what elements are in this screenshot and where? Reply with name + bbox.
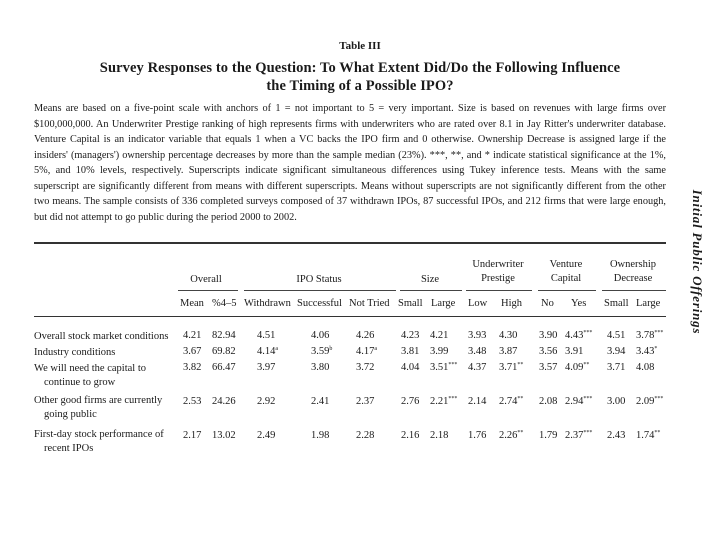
subheader-successful: Successful [297, 298, 342, 309]
cell-value: 3.90 [539, 330, 558, 341]
group-ipo-status: IPO Status [296, 274, 342, 285]
table-cell [430, 430, 448, 441]
table-cell [183, 396, 201, 407]
table-cell [499, 362, 523, 373]
table-cell [539, 330, 557, 341]
group-line-venture [538, 290, 596, 291]
table-cell [539, 430, 557, 441]
cell-value: 3.51 [430, 362, 449, 373]
table-cell [499, 430, 523, 441]
cell-value: 2.92 [257, 396, 276, 407]
row-label [34, 346, 115, 360]
cell-value: 82.94 [212, 330, 236, 341]
cell-value: 2.37 [565, 430, 584, 441]
cell-value: 4.17 [356, 346, 375, 357]
table-title-line-1: Survey Responses to the Question: To What Extent Did/Do the Following Influence [99, 60, 621, 76]
table-cell [636, 396, 663, 407]
table-cell [356, 396, 374, 407]
group-underwriter-line-1: Underwriter [472, 259, 524, 270]
cell-value: 3.82 [183, 362, 202, 373]
cell-value: 2.17 [183, 430, 202, 441]
table-cell [401, 346, 419, 357]
row-label-line-2: going public [44, 409, 97, 420]
cell-superscript: *** [583, 330, 593, 336]
table-cell [607, 362, 625, 373]
row-label [34, 428, 164, 456]
table-cell [212, 362, 236, 373]
table-cell [430, 330, 448, 341]
group-underwriter-line-2: Prestige [481, 273, 515, 284]
table-cell [356, 346, 377, 357]
table-cell [636, 346, 657, 357]
cell-value: 2.49 [257, 430, 276, 441]
cell-superscript: a [275, 346, 279, 352]
cell-superscript: ** [517, 430, 524, 436]
table-cell [430, 396, 457, 407]
cell-value: 2.16 [401, 430, 420, 441]
table-cell [499, 396, 523, 407]
table-title-line-2: the Timing of a Possible IPO? [266, 78, 454, 94]
cell-value: 4.51 [607, 330, 626, 341]
subheader-no: No [541, 298, 554, 309]
subheader-high: High [501, 298, 522, 309]
cell-superscript: *** [654, 396, 664, 402]
group-venture-capital [536, 258, 596, 286]
cell-superscript: *** [448, 362, 458, 368]
cell-value: 4.14 [257, 346, 276, 357]
cell-superscript: * [654, 346, 658, 352]
table-cell [401, 362, 419, 373]
cell-superscript: *** [448, 396, 458, 402]
cell-value: 2.76 [401, 396, 420, 407]
table-cell [257, 346, 278, 357]
cell-superscript: ** [654, 430, 661, 436]
cell-value: 2.08 [539, 396, 558, 407]
table-notes: Means are based on a five-point scale with anchors of 1 = not important to 5 = very important. Size is based on revenues with large firms over $100,000,000. An Underwriter Prestige ranking of high represents firms with underwriters who are rated over 8.1 in Jay Ritter's underwriter database. Venture Capital is an indicator variable that equals 1 when a VC backs the IPO firm and 0 otherwise. Ownership Decrease is assigned large if the insiders' (managers') ownership percentage decreases by more than the sample median (23%). ***, **, and * indicate statistical significance at the 1%, 5%, and 10% levels, respectively. Superscripts indicate significant simultaneous differences using Tukey inference tests. Means with the same superscript are significantly different from means with different superscripts. Means without superscripts are not significantly different from the other two means. The sample consists of 336 completed surveys composed of 37 withdrawn IPOs, 87 successful IPOs, and 212 firms that were large enough, but did not attempt to go public during the period 2000 to 2002. [34, 103, 666, 223]
table-cell [183, 362, 201, 373]
row-label-line-1: Other good firms are currently [34, 395, 163, 406]
cell-superscript: a [374, 346, 378, 352]
table-cell [311, 396, 329, 407]
cell-value: 3.81 [401, 346, 420, 357]
table-cell [212, 396, 236, 407]
table-cell [356, 330, 374, 341]
cell-value: 2.74 [499, 396, 518, 407]
group-underwriter-prestige [464, 258, 532, 286]
subheader-mean: Mean [180, 298, 204, 309]
table-cell [499, 346, 517, 357]
table-cell [257, 430, 275, 441]
cell-value: 4.21 [430, 330, 449, 341]
cell-value: 3.93 [468, 330, 487, 341]
cell-value: 2.14 [468, 396, 487, 407]
table-cell [565, 330, 592, 341]
running-head-side: Initial Public Offerings [690, 189, 705, 335]
table-cell [401, 430, 419, 441]
cell-value: 1.76 [468, 430, 487, 441]
table-cell [565, 362, 589, 373]
cell-value: 2.21 [430, 396, 449, 407]
cell-value: 2.18 [430, 430, 449, 441]
cell-value: 3.78 [636, 330, 655, 341]
cell-value: 2.43 [607, 430, 626, 441]
table-cell [401, 396, 419, 407]
table-cell [401, 330, 419, 341]
cell-value: 3.94 [607, 346, 626, 357]
cell-superscript: ** [517, 396, 524, 402]
table-cell [183, 330, 201, 341]
cell-value: 3.87 [499, 346, 518, 357]
group-venture-line-1: Venture [549, 259, 583, 270]
table-cell [212, 330, 236, 341]
group-line-underwriter [466, 290, 532, 291]
subheader-pct-4-5: %4–5 [212, 298, 237, 309]
cell-value: 69.82 [212, 346, 236, 357]
row-label [34, 330, 168, 344]
cell-value: 66.47 [212, 362, 236, 373]
row-label-line-2: recent IPOs [44, 443, 94, 454]
cell-value: 4.43 [565, 330, 584, 341]
cell-value: 3.67 [183, 346, 202, 357]
subheader-size-large: Large [431, 298, 456, 309]
cell-value: 3.97 [257, 362, 276, 373]
group-line-size [400, 290, 462, 291]
subheader-own-small: Small [604, 298, 629, 309]
cell-value: 3.71 [607, 362, 626, 373]
table-cell [539, 362, 557, 373]
cell-value: 4.23 [401, 330, 420, 341]
table-cell [311, 346, 332, 357]
cell-value: 1.79 [539, 430, 558, 441]
group-ownership-decrease [600, 258, 666, 286]
cell-value: 3.71 [499, 362, 518, 373]
cell-superscript: b [329, 346, 333, 352]
table-cell [257, 330, 275, 341]
cell-value: 2.41 [311, 396, 330, 407]
cell-superscript: ** [583, 362, 590, 368]
table-cell [356, 430, 374, 441]
cell-value: 3.48 [468, 346, 487, 357]
cell-value: 3.72 [356, 362, 375, 373]
table-cell [468, 396, 486, 407]
cell-value: 3.99 [430, 346, 449, 357]
table-cell [539, 396, 557, 407]
table-cell [499, 330, 517, 341]
cell-value: 3.43 [636, 346, 655, 357]
table-cell [539, 346, 557, 357]
group-venture-line-2: Capital [550, 273, 582, 284]
cell-value: 4.26 [356, 330, 375, 341]
cell-value: 4.09 [565, 362, 584, 373]
cell-value: 4.37 [468, 362, 487, 373]
cell-value: 2.26 [499, 430, 518, 441]
table-cell [257, 362, 275, 373]
row-label [34, 394, 162, 422]
cell-value: 3.80 [311, 362, 330, 373]
group-size: Size [420, 274, 440, 285]
table-cell [311, 330, 329, 341]
cell-value: 1.74 [636, 430, 655, 441]
row-label [34, 362, 146, 390]
cell-value: 2.28 [356, 430, 375, 441]
subheader-low: Low [468, 298, 488, 309]
subheader-own-large: Large [636, 298, 661, 309]
table-cell [468, 346, 486, 357]
group-line-ownership [602, 290, 666, 291]
table-cell [468, 362, 486, 373]
table-cell [636, 362, 654, 373]
cell-value: 3.59 [311, 346, 330, 357]
row-label-line-2: continue to grow [44, 377, 116, 388]
cell-superscript: *** [583, 430, 593, 436]
table-cell [311, 362, 329, 373]
cell-value: 13.02 [212, 430, 236, 441]
cell-value: 2.37 [356, 396, 375, 407]
subheader-withdrawn: Withdrawn [244, 298, 291, 309]
cell-value: 24.26 [212, 396, 236, 407]
table-cell [468, 430, 486, 441]
header-rule [34, 316, 666, 317]
group-ownership-line-1: Ownership [609, 259, 657, 270]
group-overall: Overall [190, 274, 222, 285]
cell-value: 4.06 [311, 330, 330, 341]
table-label: Table III [339, 40, 381, 52]
row-label-line-1: We will need the capital to [34, 363, 146, 374]
cell-value: 4.51 [257, 330, 276, 341]
cell-value: 4.04 [401, 362, 420, 373]
cell-value: 1.98 [311, 430, 330, 441]
subheader-size-small: Small [398, 298, 423, 309]
row-label-line-1: Overall stock market conditions [34, 331, 169, 342]
table-cell [356, 362, 374, 373]
cell-value: 3.57 [539, 362, 558, 373]
cell-value: 2.94 [565, 396, 584, 407]
table-cell [565, 430, 592, 441]
table-cell [607, 330, 625, 341]
cell-superscript: *** [583, 396, 593, 402]
table-cell [212, 430, 236, 441]
table-cell [607, 346, 625, 357]
table-cell [183, 430, 201, 441]
table-cell [468, 330, 486, 341]
table-cell [212, 346, 236, 357]
cell-value: 3.91 [565, 346, 584, 357]
cell-value: 4.30 [499, 330, 518, 341]
row-label-line-1: Industry conditions [34, 347, 116, 358]
cell-value: 2.09 [636, 396, 655, 407]
table-cell [636, 330, 663, 341]
cell-value: 4.21 [183, 330, 202, 341]
table-cell [607, 430, 625, 441]
cell-value: 3.56 [539, 346, 558, 357]
cell-value: 2.53 [183, 396, 202, 407]
cell-value: 3.00 [607, 396, 626, 407]
table-cell [565, 346, 583, 357]
table-cell [565, 396, 592, 407]
table-cell [607, 396, 625, 407]
cell-superscript: ** [517, 362, 524, 368]
cell-value: 4.08 [636, 362, 655, 373]
table-cell [636, 430, 660, 441]
table-cell [311, 430, 329, 441]
row-label-line-1: First-day stock performance of [34, 429, 164, 440]
table-cell [430, 362, 457, 373]
group-line-overall [178, 290, 238, 291]
subheader-not-tried: Not Tried [349, 298, 390, 309]
table-cell [183, 346, 201, 357]
top-rule-double [34, 243, 666, 244]
cell-superscript: *** [654, 330, 664, 336]
subheader-yes: Yes [571, 298, 587, 309]
group-ownership-line-2: Decrease [613, 273, 653, 284]
table-cell [257, 396, 275, 407]
table-cell [430, 346, 448, 357]
group-line-ipo-status [244, 290, 396, 291]
